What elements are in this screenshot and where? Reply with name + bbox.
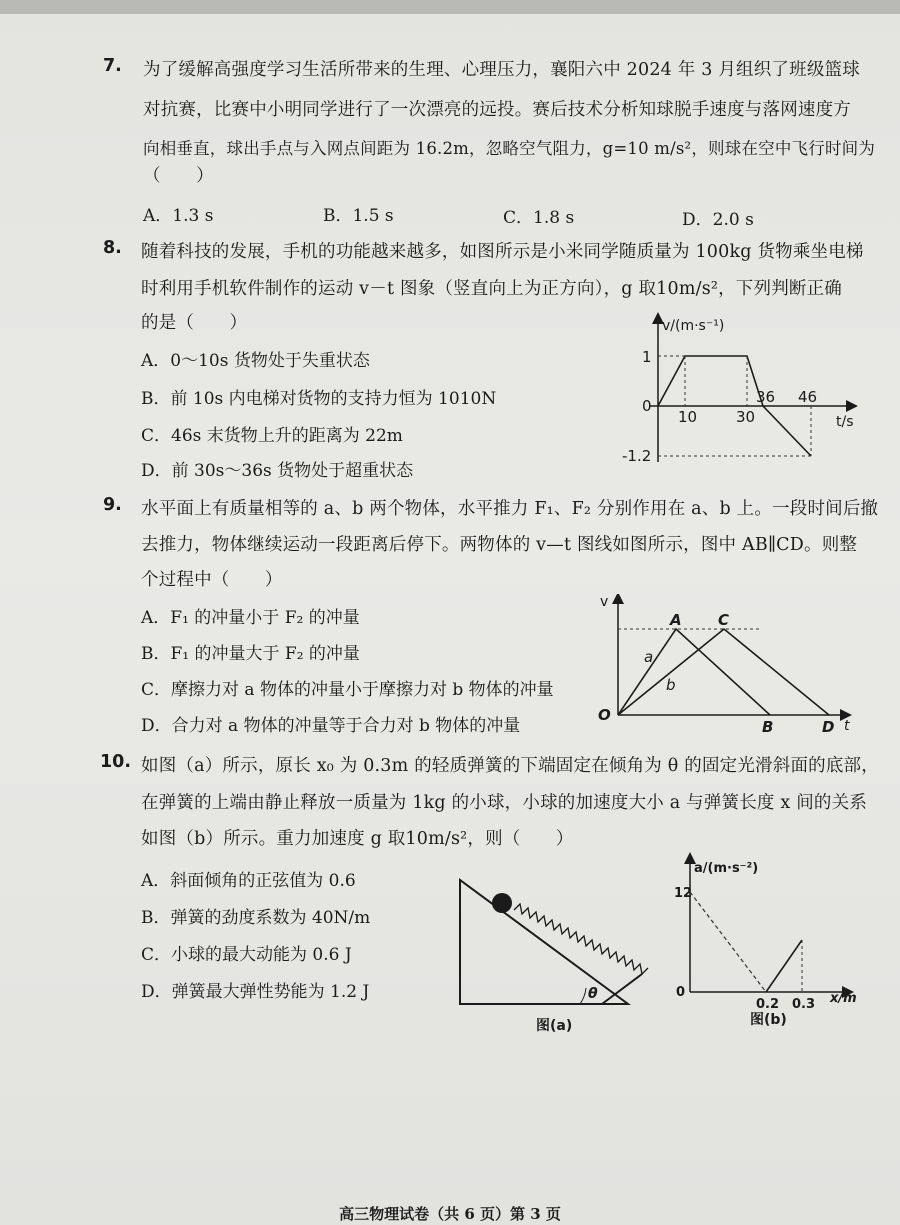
q8-number: 8. bbox=[103, 238, 122, 258]
q10-option-b: B．弹簧的劲度系数为 40N/m bbox=[141, 908, 371, 928]
incline-triangle bbox=[460, 880, 628, 1004]
q7-line-2: 对抗赛，比赛中小明同学进行了一次漂亮的远投。赛后技术分析知球脱手速度与落网速度方 bbox=[143, 100, 851, 120]
q10-line-3: 如图（b）所示。重力加速度 g 取10m/s²，则（ ） bbox=[141, 829, 574, 849]
q8-origin-label: 0 bbox=[642, 397, 652, 415]
q9-point-c: C bbox=[718, 611, 730, 629]
q7-option-c: C．1.8 s bbox=[503, 208, 575, 228]
q9-point-b: B bbox=[762, 718, 774, 736]
q8-tick-y-neg: -1.2 bbox=[622, 447, 652, 465]
q9-line-3: 个过程中（ ） bbox=[141, 570, 283, 590]
q8-option-d: D．前 30s～36s 货物处于超重状态 bbox=[141, 461, 414, 481]
q10b-tick-y-12: 12 bbox=[674, 886, 693, 901]
q8-vt-graph bbox=[620, 312, 860, 476]
q8-tick-x-46: 46 bbox=[798, 388, 818, 406]
q7-option-d: D．2.0 s bbox=[682, 210, 754, 230]
q10-option-a: A．斜面倾角的正弦值为 0.6 bbox=[141, 871, 356, 891]
q10b-tick-x-03: 0.3 bbox=[792, 997, 816, 1012]
q10-figure-b bbox=[668, 852, 868, 1032]
q10b-tick-x-02: 0.2 bbox=[756, 997, 780, 1012]
q9-point-a: A bbox=[670, 611, 682, 629]
q10-line-1: 如图（a）所示，原长 x₀ 为 0.3m 的轻质弹簧的下端固定在倾角为 θ 的固定光滑斜面的底部， bbox=[141, 756, 879, 776]
q8-option-c: C．46s 末货物上升的距离为 22m bbox=[141, 426, 403, 446]
q8-line-2: 时利用手机软件制作的运动 v－t 图象（竖直向上为正方向），g 取10m/s²，下列判断正确 bbox=[141, 279, 843, 299]
q7-line-4: （ ） bbox=[143, 166, 214, 186]
q10-option-c: C．小球的最大动能为 0.6 J bbox=[141, 945, 352, 965]
fig-a-caption: 图(a) bbox=[536, 1018, 573, 1034]
angle-arc bbox=[580, 988, 586, 1004]
q9-number: 9. bbox=[103, 495, 122, 515]
q9-origin-label: O bbox=[598, 706, 611, 724]
q8-option-a: A．0～10s 货物处于失重状态 bbox=[141, 351, 370, 371]
q8-tick-x-10: 10 bbox=[678, 408, 698, 426]
q10b-dashed-segment bbox=[690, 892, 766, 992]
q8-y-label: v/(m·s⁻¹) bbox=[662, 318, 725, 334]
q7-option-b: B．1.5 s bbox=[323, 206, 394, 226]
q7-option-a: A．1.3 s bbox=[143, 206, 214, 226]
q10b-origin-label: 0 bbox=[676, 985, 686, 1000]
q9-vt-graph bbox=[592, 594, 860, 736]
spring-icon bbox=[514, 904, 648, 974]
page-footer: 高三物理试卷（共 6 页）第 3 页 bbox=[339, 1205, 561, 1223]
q9-line-2: 去推力，物体继续运动一段距离后停下。两物体的 v—t 图线如图所示，图中 AB∥CD。则整 bbox=[141, 535, 858, 555]
q9-option-d: D．合力对 a 物体的冲量等于合力对 b 物体的冲量 bbox=[141, 716, 521, 736]
q7-line-1: 为了缓解高强度学习生活所带来的生理、心理压力，襄阳六中 2024 年 3 月组织了班级篮球 bbox=[143, 60, 860, 80]
q9-option-a: A．F₁ 的冲量小于 F₂ 的冲量 bbox=[141, 608, 360, 628]
fig-b-caption: 图(b) bbox=[750, 1012, 787, 1028]
q9-line-a bbox=[618, 629, 770, 715]
q8-line-1: 随着科技的发展，手机的功能越来越多，如图所示是小米同学随质量为 100kg 货物乘坐电梯 bbox=[141, 242, 864, 262]
fig-a-angle-label: θ bbox=[588, 986, 598, 1002]
q8-tick-x-30: 30 bbox=[736, 408, 756, 426]
q8-x-label: t/s bbox=[836, 414, 854, 430]
ball-icon bbox=[492, 893, 512, 913]
q8-line-3: 的是（ ） bbox=[141, 313, 248, 333]
q9-option-c: C．摩擦力对 a 物体的冲量小于摩擦力对 b 物体的冲量 bbox=[141, 680, 554, 700]
q9-line-a-label: a bbox=[644, 648, 654, 666]
q10b-x-label: x/m bbox=[830, 991, 857, 1006]
q8-option-b: B．前 10s 内电梯对货物的支持力恒为 1010N bbox=[141, 389, 497, 409]
q10b-y-label: a/(m·s⁻²) bbox=[694, 861, 759, 876]
q8-tick-y-1: 1 bbox=[642, 348, 652, 366]
q8-tick-x-36: 36 bbox=[756, 388, 776, 406]
q10-option-d: D．弹簧最大弹性势能为 1.2 J bbox=[141, 982, 370, 1002]
q7-number: 7. bbox=[103, 56, 122, 76]
q10-line-2: 在弹簧的上端由静止释放一质量为 1kg 的小球，小球的加速度大小 a 与弹簧长度 x 间的关系 bbox=[141, 793, 868, 813]
q9-y-label: v bbox=[600, 594, 609, 610]
q9-line-1: 水平面上有质量相等的 a、b 两个物体，水平推力 F₁、F₂ 分别作用在 a、b 上。一段时间后撤 bbox=[141, 499, 879, 519]
q9-x-label: t bbox=[844, 718, 850, 734]
q9-option-b: B．F₁ 的冲量大于 F₂ 的冲量 bbox=[141, 644, 360, 664]
top-edge-shadow bbox=[0, 0, 900, 14]
q10b-solid-segment bbox=[766, 940, 802, 992]
q10-number: 10. bbox=[100, 752, 132, 772]
q7-line-3: 向相垂直，球出手点与入网点间距为 16.2m，忽略空气阻力，g=10 m/s²，则球在空中飞行时间为 bbox=[143, 139, 876, 158]
q9-point-d: D bbox=[822, 718, 835, 736]
q9-line-b-label: b bbox=[666, 676, 676, 694]
q10-figure-a bbox=[452, 870, 652, 1042]
